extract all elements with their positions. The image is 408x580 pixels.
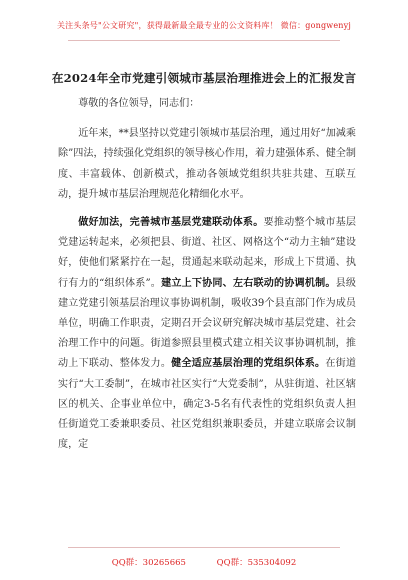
paragraph-text: 县级建立党建引领基层治理议事协调机制，吸收39个县直部门作为成员单位，明确工作职责，定期召开会议研究解决城市基层党建、社会治理工作中的问题。街道参照县里模式建立相关议事协调机制，推动上下联动、整体发力。 (58, 277, 357, 370)
paragraph-text: 在街道实行“大工委制”，在城市社区实行“大党委制”，从驻街道、社区辖区的机关、企事业单位中，确定3-5名有代表性的党组织负责人担任街道党工委兼职委员、社区党组织兼职委员，并建立联席会议制度，定 (58, 358, 357, 451)
document-title: 在2024年全市党建引领城市基层治理推进会上的汇报发言 (51, 71, 357, 85)
paragraph-addition-method (58, 213, 356, 455)
header-divider (68, 40, 340, 41)
paragraph-text: 要推动整个城市基层党建运转起来，必须把县、街道、社区、网格这个“动力主轴”建设好，使他们紧紧拧在一起，贯通起来联动起来，形成上下贯通、执行有力的“组织体系”。 (58, 217, 356, 289)
salutation: 尊敬的各位领导，同志们： (78, 98, 200, 109)
footer-divider (68, 547, 340, 548)
document-body (58, 88, 356, 455)
paragraph-intro: 近年来，**县坚持以党建引领城市基层治理，通过用好“加减乘除”四法，持续强化党组织的领导核心作用，着力建强体系、健全制度、丰富载体、创新模式，推动各领域党组织共驻共建、互联互动，提升城市基层治理规范化精细化水平。 (58, 128, 356, 200)
footer-qq-group-2: QQ群：535304092 (216, 558, 297, 568)
header-banner: 关注头条号"公文研究"，获得最新最全最专业的公文资料库！ 微信：gongwenyj (56, 21, 352, 30)
section-heading: 做好加法，完善城市基层党建联动体系。 (78, 217, 264, 229)
footer (0, 556, 408, 568)
subsection-heading: 建立上下协同、左右联动的协调机制。 (161, 277, 336, 289)
footer-qq-group-1: QQ群：30265665 (111, 558, 186, 568)
subsection-heading: 健全适应基层治理的党组织体系。 (171, 358, 326, 370)
